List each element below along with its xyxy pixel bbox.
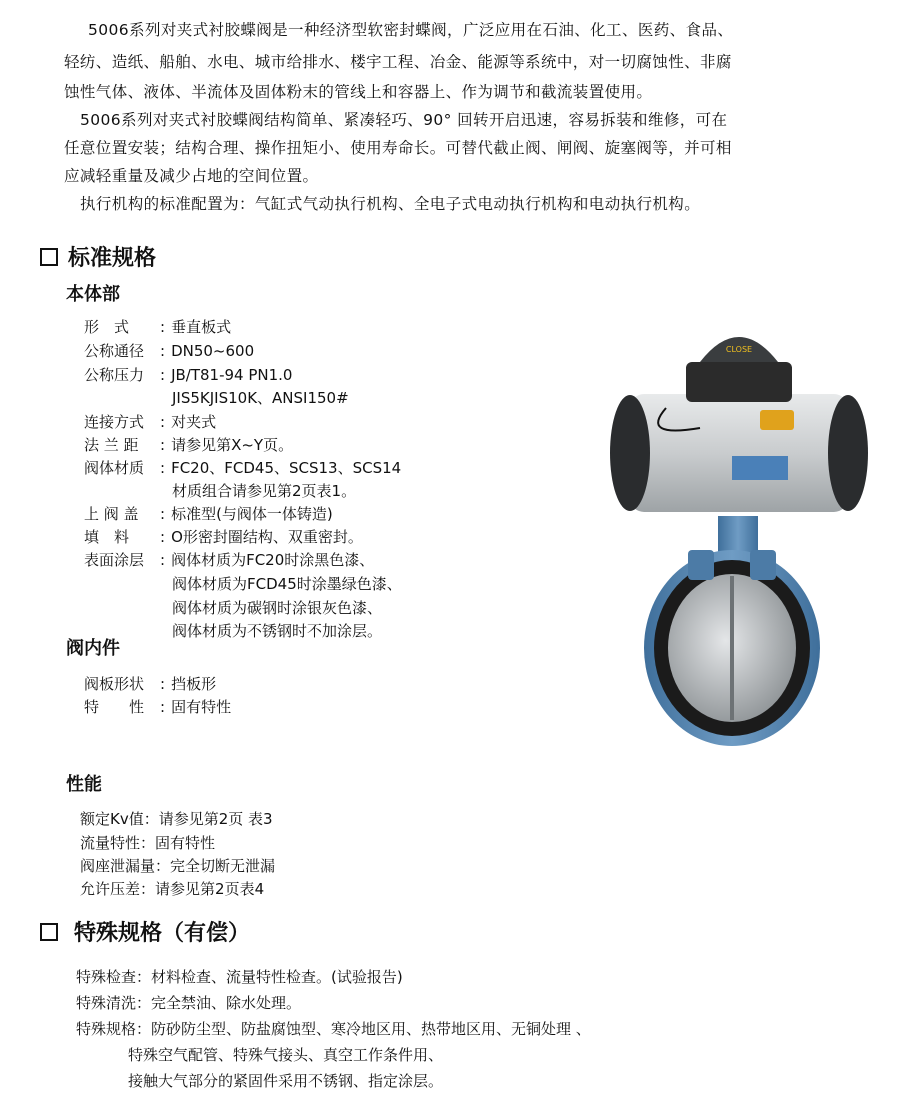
spec-value: 挡板形: [171, 675, 217, 693]
butterfly-valve-icon: [600, 318, 870, 750]
spec-value: 材质组合请参见第2页表1。: [172, 482, 357, 500]
spec-label: 额定Kv值: [80, 810, 144, 828]
spec-row: 法 兰 距 : 请参见第X~Y页。: [84, 436, 294, 454]
spec-value: 固有特性: [155, 834, 216, 852]
spec-row: 形 式 : 垂直板式: [84, 318, 232, 336]
spec-label: 流量特性: [80, 834, 141, 852]
spec-label: 法 兰 距: [84, 436, 139, 454]
standard-spec-heading: [40, 241, 156, 272]
spec-label: 特 性: [84, 698, 145, 716]
spec-value: 阀体材质为FCD45时涂墨绿色漆、: [172, 575, 402, 593]
spec-label: 表面涂层: [84, 551, 145, 569]
spec-label: 阀体材质: [84, 459, 145, 477]
spec-label: 阀座泄漏量: [80, 857, 156, 875]
body-section-title: 本体部: [66, 284, 120, 305]
spec-value: 完全禁油、除水处理。: [151, 994, 302, 1012]
spec-row-continued: [172, 480, 356, 501]
special-spec-title: 特殊规格（有偿）: [74, 921, 251, 946]
performance-row: 流量特性：固有特性: [80, 834, 216, 852]
spec-value: 标准型(与阀体一体铸造): [171, 505, 333, 523]
spec-row: 特 性 : 固有特性: [84, 698, 232, 716]
spec-row: 公称压力 : JB/T81-94 PN1.0: [84, 366, 293, 384]
intro-line: 任意位置安装；结构合理、操作扭矩小、使用寿命长。可替代截止阀、闸阀、旋塞阀等，并可相: [64, 139, 732, 157]
spec-value: 垂直板式: [171, 318, 232, 336]
spec-value: O形密封圈结构、双重密封。: [171, 528, 363, 546]
spec-label: 允许压差: [80, 880, 141, 898]
spec-value: 固有特性: [171, 698, 232, 716]
spec-row: 公称通径 : DN50~600: [84, 342, 255, 360]
performance-title: 性能: [66, 774, 102, 795]
special-row: 特殊检查：材料检查、流量特性检查。(试验报告): [76, 968, 403, 986]
spec-value: 完全切断无泄漏: [170, 857, 276, 875]
spec-row: 上 阀 盖 : 标准型(与阀体一体铸造): [84, 505, 333, 523]
spec-value: JB/T81-94 PN1.0: [171, 366, 293, 384]
spec-label: 公称通径: [84, 342, 145, 360]
inner-section-title: 阀内件: [66, 638, 120, 659]
spec-value: 特殊空气配管、特殊气接头、真空工作条件用、: [128, 1046, 444, 1064]
svg-text:CLOSE: CLOSE: [725, 345, 753, 354]
special-row-continued: [128, 1070, 443, 1091]
spec-value: 请参见第2页表4: [155, 880, 265, 898]
spec-label: 连接方式: [84, 413, 145, 431]
spec-value: 材料检查、流量特性检查。(试验报告): [151, 968, 403, 986]
spec-label: 阀板形状: [84, 675, 145, 693]
spec-value: 阀体材质为不锈钢时不加涂层。: [172, 622, 383, 640]
special-row: 特殊清洗：完全禁油、除水处理。: [76, 994, 302, 1012]
spec-value: 请参见第2页 表3: [158, 810, 273, 828]
intro-line: 轻纺、造纸、船舶、水电、城市给排水、楼宇工程、冶金、能源等系统中，对一切腐蚀性、非腐: [64, 53, 732, 71]
checkbox-square-icon: [40, 248, 58, 266]
spec-row-continued: [172, 573, 402, 594]
spec-value: 请参见第X~Y页。: [171, 436, 294, 454]
spec-label: 特殊清洗: [76, 994, 137, 1012]
performance-row: 阀座泄漏量：完全切断无泄漏: [80, 857, 276, 875]
spec-label: 上 阀 盖: [84, 505, 139, 523]
special-row: 特殊规格：防砂防尘型、防盐腐蚀型、寒冷地区用、热带地区用、无铜处理 、: [76, 1020, 591, 1038]
spec-label: 形 式: [84, 318, 130, 336]
spec-row-continued: [172, 387, 349, 408]
spec-label: 填 料: [84, 528, 130, 546]
intro-line: 蚀性气体、液体、半流体及固体粉末的管线上和容器上、作为调节和截流装置使用。: [64, 83, 653, 101]
intro-line: 应减轻重量及减少占地的空间位置。: [64, 167, 319, 185]
spec-value: 阀体材质为碳钢时涂银灰色漆、: [172, 599, 383, 617]
spec-row: 连接方式 : 对夹式: [84, 413, 217, 431]
checkbox-square-icon: [40, 923, 58, 941]
spec-value: 阀体材质为FC20时涂黑色漆、: [171, 551, 375, 569]
spec-row: 表面涂层 : 阀体材质为FC20时涂黑色漆、: [84, 551, 375, 569]
performance-row: 额定Kv值：请参见第2页 表3: [80, 810, 273, 828]
intro-line: 5006系列对夹式衬胶蝶阀是一种经济型软密封蝶阀，广泛应用在石油、化工、医药、食品、: [88, 21, 734, 39]
spec-row: 阀体材质 : FC20、FCD45、SCS13、SCS14: [84, 459, 402, 477]
intro-line: 5006系列对夹式衬胶蝶阀结构简单、紧凑轻巧、90° 回转开启迅速，容易拆装和维修，可在: [80, 111, 728, 129]
special-row-continued: [128, 1044, 443, 1065]
spec-label: 特殊检查: [76, 968, 137, 986]
spec-value: FC20、FCD45、SCS13、SCS14: [171, 459, 402, 477]
spec-value: 对夹式: [171, 413, 217, 431]
spec-value: DN50~600: [171, 342, 255, 360]
spec-value: 防砂防尘型、防盐腐蚀型、寒冷地区用、热带地区用、无铜处理 、: [151, 1020, 591, 1038]
spec-row-continued: [172, 597, 382, 618]
spec-row: 阀板形状 : 挡板形: [84, 675, 217, 693]
spec-value: JIS5KJIS10K、ANSI150#: [172, 389, 349, 407]
spec-row-continued: [172, 620, 382, 641]
performance-row: 允许压差：请参见第2页表4: [80, 880, 265, 898]
spec-row: 填 料 : O形密封圈结构、双重密封。: [84, 528, 363, 546]
special-spec-heading: [40, 916, 250, 947]
spec-label: 特殊规格: [76, 1020, 137, 1038]
standard-spec-title: 标准规格: [68, 246, 157, 271]
spec-value: 接触大气部分的紧固件采用不锈钢、指定涂层。: [128, 1072, 444, 1090]
spec-label: 公称压力: [84, 366, 145, 384]
intro-line: 执行机构的标准配置为：气缸式气动执行机构、全电子式电动执行机构和电动执行机构。: [80, 195, 701, 213]
